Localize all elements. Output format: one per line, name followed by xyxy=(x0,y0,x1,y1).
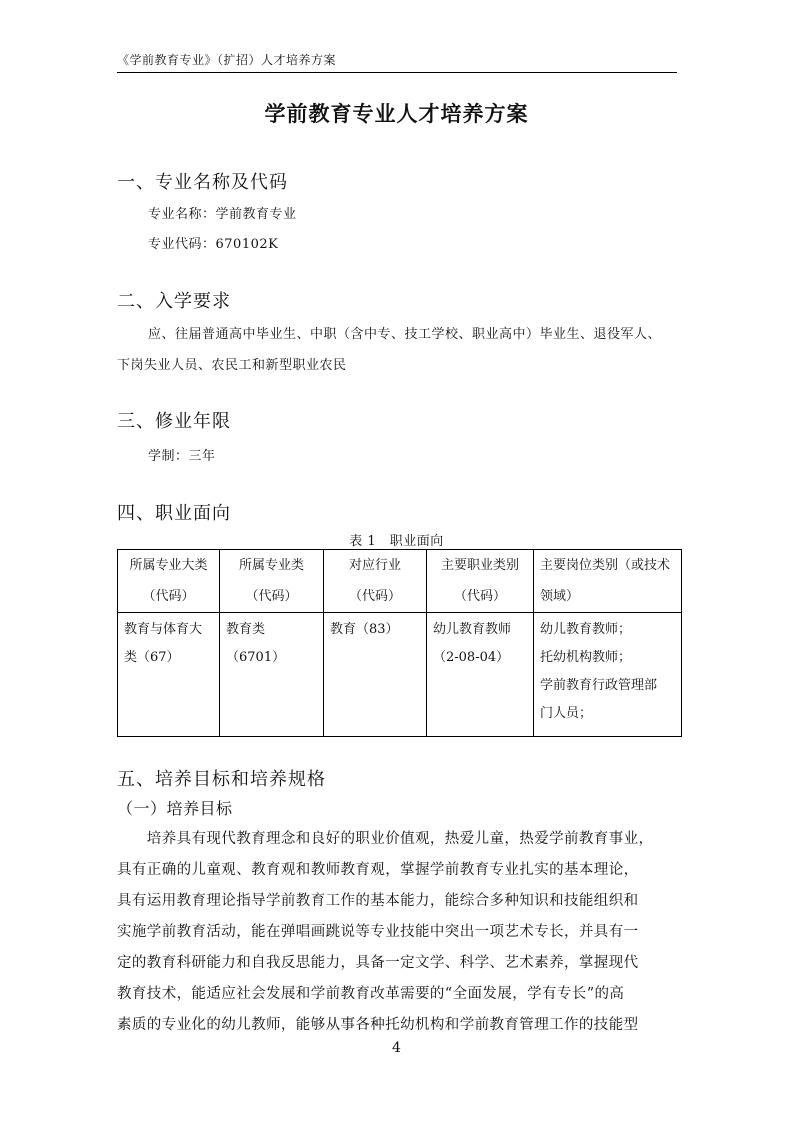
paragraph-line: 具有正确的儿童观、教育观和教师教育观，掌握学前教育专业扎实的基本理论， xyxy=(117,862,639,878)
paragraph-line: 教育技术，能适应社会发展和学前教育改革需要的“全面发展，学有专长”的高 xyxy=(117,986,625,1002)
paragraph-line: 实施学前教育活动，能在弹唱画跳说等专业技能中突出一项艺术专长，并具有一 xyxy=(117,924,639,940)
paragraph-line: 定的教育科研能力和自我反思能力，具备一定文学、科学、艺术素养，掌握现代 xyxy=(117,955,639,971)
career-table xyxy=(117,549,682,737)
table-caption: 表 1 职业面向 xyxy=(349,534,444,549)
duration-line: 学制：三年 xyxy=(148,449,216,464)
paragraph-line: 素质的专业化的幼儿教师，能够从事各种托幼机构和学前教育管理工作的技能型 xyxy=(117,1017,639,1033)
major-name-line: 专业名称：学前教育专业 xyxy=(148,207,297,222)
table-cell: 教育与体育大 类（67） xyxy=(118,613,220,737)
page-number: 4 xyxy=(392,1040,401,1056)
table-cell: 幼儿教育教师 （2-08-04） xyxy=(427,613,534,737)
running-header: 《学前教育专业》（扩招）人才培养方案 xyxy=(117,53,337,67)
header-rule xyxy=(117,72,677,73)
table-header-row xyxy=(118,550,682,613)
table-header-cell: 主要职业类别 （代码） xyxy=(427,550,534,613)
table-header-cell: 所属专业大类 （代码） xyxy=(118,550,220,613)
section-heading-duration: 三、修业年限 xyxy=(117,411,231,432)
section-heading-admission: 二、入学要求 xyxy=(117,291,231,312)
table-header-cell: 主要岗位类别（或技术 领域） xyxy=(534,550,682,613)
subsection-heading-objectives: （一）培养目标 xyxy=(117,799,233,818)
table-cell: 幼儿教育教师； 托幼机构教师； 学前教育行政管理部 门人员； xyxy=(534,613,682,737)
section-heading-major-name: 一、专业名称及代码 xyxy=(117,172,288,193)
table-cell: 教育（83） xyxy=(324,613,427,737)
document-title: 学前教育专业人才培养方案 xyxy=(264,102,529,126)
admission-line-1: 应、往届普通高中毕业生、中职（含中专、技工学校、职业高中）毕业生、退役军人、 xyxy=(148,327,662,342)
table-header-cell: 所属专业类 （代码） xyxy=(220,550,324,613)
section-heading-objectives: 五、培养目标和培养规格 xyxy=(117,769,326,790)
major-code-line: 专业代码：670102K xyxy=(148,237,279,252)
table-cell: 教育类（6701） xyxy=(220,613,324,737)
table-header-cell: 对应行业 （代码） xyxy=(324,550,427,613)
paragraph-line: 具有运用教育理论指导学前教育工作的基本能力，能综合多种知识和技能组织和 xyxy=(117,893,639,909)
admission-line-2: 下岗失业人员、农民工和新型职业农民 xyxy=(117,358,347,373)
table-row xyxy=(118,613,682,737)
paragraph-line: 培养具有现代教育理念和良好的职业价值观，热爱儿童，热爱学前教育事业， xyxy=(117,831,654,847)
section-heading-career: 四、职业面向 xyxy=(117,503,231,524)
